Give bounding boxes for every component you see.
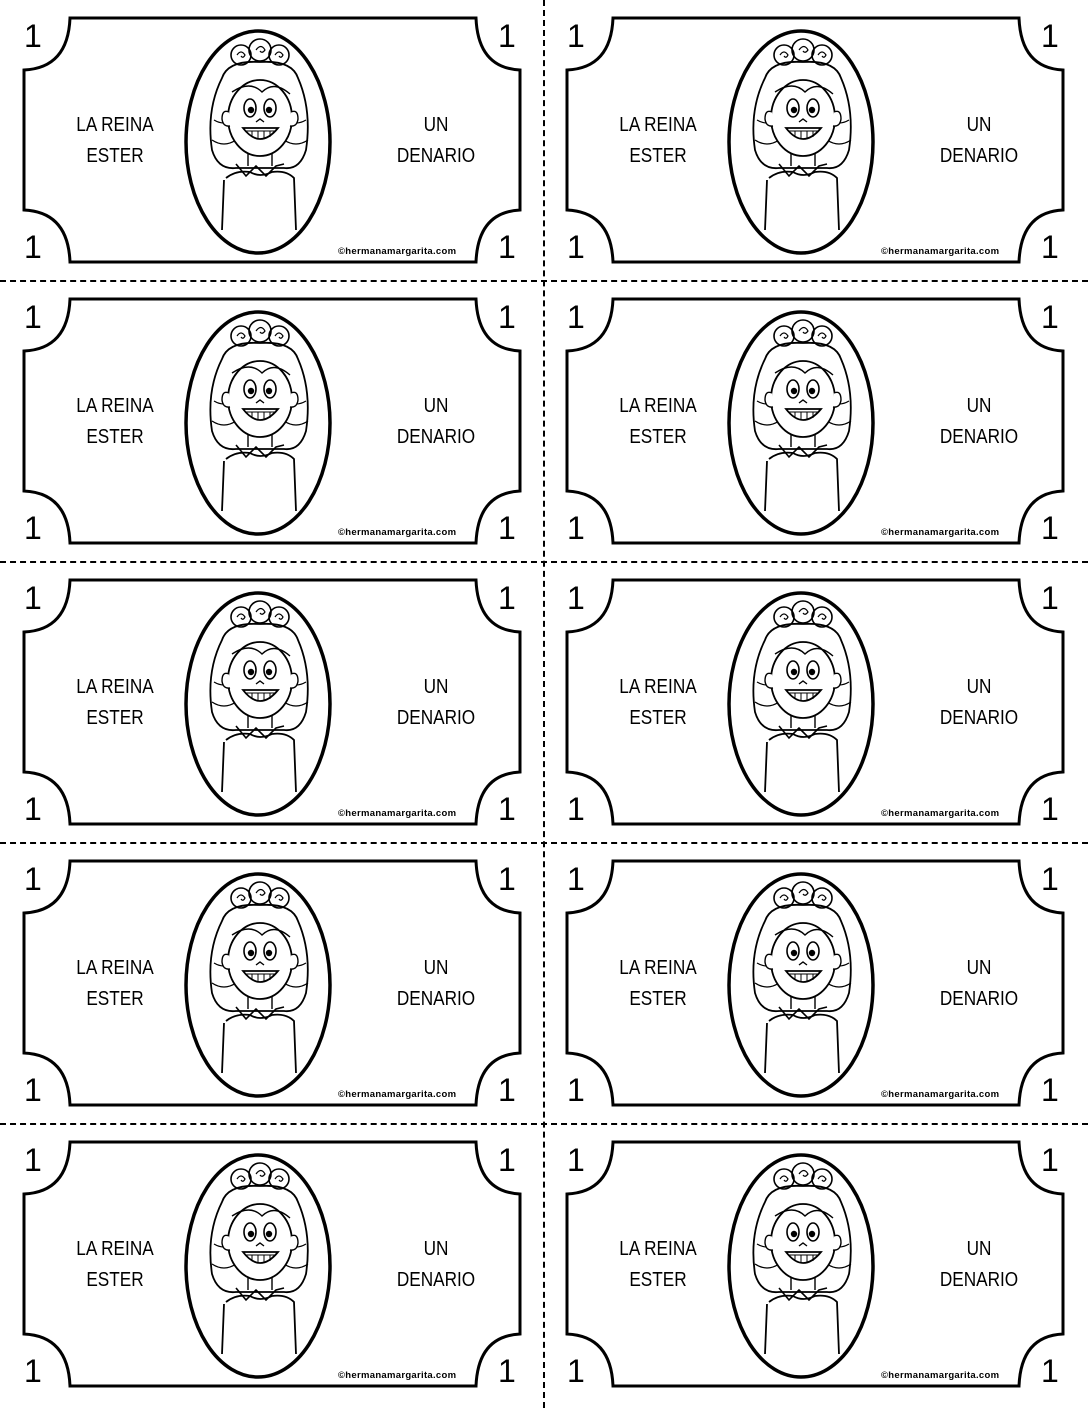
queen-esther-portrait-icon <box>729 31 873 253</box>
copyright-text: ©hermanamargarita.com <box>338 246 457 257</box>
denomination-label-line: UN <box>423 114 449 136</box>
denomination-label-line: DENARIO <box>939 426 1019 448</box>
queen-label-line: ESTER <box>629 426 687 448</box>
queen-label <box>602 110 714 172</box>
queen-esther-portrait-icon <box>729 1155 873 1377</box>
denomination-label-line: DENARIO <box>396 1269 476 1291</box>
bill <box>0 281 544 562</box>
denomination-label <box>380 391 492 453</box>
queen-label <box>59 110 171 172</box>
queen-label <box>602 1234 714 1296</box>
corner-numeral-bottom-right: 1 <box>498 510 516 546</box>
denomination-label-line: UN <box>423 1238 449 1260</box>
queen-label <box>59 1234 171 1296</box>
corner-numeral-bottom-right: 1 <box>1041 510 1059 546</box>
corner-numeral-bottom-left: 1 <box>567 791 585 827</box>
denomination-label-line: DENARIO <box>939 1269 1019 1291</box>
corner-numeral-top-right: 1 <box>1041 299 1059 335</box>
queen-label-line: ESTER <box>629 988 687 1010</box>
queen-label-line: LA REINA <box>76 114 154 136</box>
queen-esther-portrait-icon <box>186 1155 330 1377</box>
queen-label <box>602 391 714 453</box>
queen-label-line: ESTER <box>629 145 687 167</box>
denomination-label-line: DENARIO <box>396 707 476 729</box>
denomination-label <box>380 110 492 172</box>
queen-label-line: ESTER <box>629 1269 687 1291</box>
denomination-label-line: UN <box>966 676 992 698</box>
corner-numeral-top-left: 1 <box>24 580 42 616</box>
queen-label-line: LA REINA <box>76 676 154 698</box>
corner-numeral-top-left: 1 <box>567 299 585 335</box>
copyright-text: ©hermanamargarita.com <box>338 527 457 538</box>
corner-numeral-bottom-left: 1 <box>24 1072 42 1108</box>
copyright-text: ©hermanamargarita.com <box>881 246 1000 257</box>
bill <box>0 562 544 843</box>
queen-label-line: LA REINA <box>76 395 154 417</box>
denomination-label-line: DENARIO <box>939 145 1019 167</box>
denomination-label <box>923 953 1035 1015</box>
corner-numeral-bottom-left: 1 <box>24 229 42 265</box>
corner-numeral-top-right: 1 <box>1041 1142 1059 1178</box>
bill <box>0 1124 544 1405</box>
bill <box>0 843 544 1124</box>
queen-esther-portrait-icon <box>186 593 330 815</box>
corner-numeral-bottom-left: 1 <box>24 791 42 827</box>
denomination-label <box>923 1234 1035 1296</box>
corner-numeral-top-right: 1 <box>1041 580 1059 616</box>
corner-numeral-top-left: 1 <box>567 861 585 897</box>
copyright-text: ©hermanamargarita.com <box>338 1370 457 1381</box>
denomination-label-line: DENARIO <box>396 426 476 448</box>
bill <box>543 843 1087 1124</box>
queen-label-line: LA REINA <box>76 1238 154 1260</box>
denomination-label <box>923 672 1035 734</box>
queen-esther-portrait-icon <box>186 31 330 253</box>
copyright-text: ©hermanamargarita.com <box>338 808 457 819</box>
corner-numeral-top-left: 1 <box>24 299 42 335</box>
corner-numeral-bottom-right: 1 <box>1041 1353 1059 1389</box>
denomination-label-line: DENARIO <box>939 707 1019 729</box>
corner-numeral-bottom-left: 1 <box>567 229 585 265</box>
queen-label <box>59 672 171 734</box>
bill <box>543 1124 1087 1405</box>
queen-label-line: LA REINA <box>619 957 697 979</box>
corner-numeral-top-right: 1 <box>498 299 516 335</box>
denomination-label <box>380 1234 492 1296</box>
denomination-label-line: DENARIO <box>396 145 476 167</box>
queen-label <box>602 953 714 1015</box>
denomination-label-line: DENARIO <box>939 988 1019 1010</box>
corner-numeral-top-right: 1 <box>498 861 516 897</box>
denomination-label-line: DENARIO <box>396 988 476 1010</box>
queen-esther-portrait-icon <box>729 593 873 815</box>
bill <box>543 562 1087 843</box>
denomination-label-line: UN <box>966 395 992 417</box>
corner-numeral-bottom-right: 1 <box>1041 1072 1059 1108</box>
queen-label-line: ESTER <box>86 1269 144 1291</box>
copyright-text: ©hermanamargarita.com <box>881 527 1000 538</box>
bill <box>0 0 544 281</box>
denomination-label <box>923 391 1035 453</box>
corner-numeral-bottom-right: 1 <box>498 229 516 265</box>
queen-label <box>59 953 171 1015</box>
corner-numeral-top-left: 1 <box>24 18 42 54</box>
queen-esther-portrait-icon <box>729 874 873 1096</box>
queen-label-line: LA REINA <box>619 676 697 698</box>
denomination-label-line: UN <box>423 957 449 979</box>
queen-label-line: ESTER <box>86 426 144 448</box>
denomination-label-line: UN <box>966 114 992 136</box>
queen-label-line: LA REINA <box>76 957 154 979</box>
corner-numeral-top-left: 1 <box>567 1142 585 1178</box>
corner-numeral-top-left: 1 <box>567 18 585 54</box>
corner-numeral-bottom-right: 1 <box>498 791 516 827</box>
corner-numeral-top-right: 1 <box>498 1142 516 1178</box>
copyright-text: ©hermanamargarita.com <box>338 1089 457 1100</box>
queen-label-line: ESTER <box>86 988 144 1010</box>
copyright-text: ©hermanamargarita.com <box>881 1089 1000 1100</box>
queen-label <box>602 672 714 734</box>
corner-numeral-top-left: 1 <box>24 861 42 897</box>
queen-esther-portrait-icon <box>186 312 330 534</box>
corner-numeral-bottom-left: 1 <box>24 510 42 546</box>
queen-label-line: LA REINA <box>619 395 697 417</box>
queen-label-line: ESTER <box>629 707 687 729</box>
corner-numeral-top-left: 1 <box>567 580 585 616</box>
corner-numeral-top-right: 1 <box>1041 861 1059 897</box>
denomination-label-line: UN <box>423 676 449 698</box>
queen-label <box>59 391 171 453</box>
denomination-label-line: UN <box>966 957 992 979</box>
corner-numeral-top-left: 1 <box>24 1142 42 1178</box>
queen-label-line: LA REINA <box>619 1238 697 1260</box>
queen-esther-portrait-icon <box>729 312 873 534</box>
bill <box>543 0 1087 281</box>
denomination-label-line: UN <box>966 1238 992 1260</box>
copyright-text: ©hermanamargarita.com <box>881 808 1000 819</box>
corner-numeral-bottom-left: 1 <box>567 1353 585 1389</box>
corner-numeral-bottom-left: 1 <box>567 1072 585 1108</box>
corner-numeral-bottom-right: 1 <box>1041 791 1059 827</box>
denomination-label <box>380 672 492 734</box>
corner-numeral-bottom-left: 1 <box>567 510 585 546</box>
queen-esther-portrait-icon <box>186 874 330 1096</box>
corner-numeral-bottom-left: 1 <box>24 1353 42 1389</box>
queen-label-line: LA REINA <box>619 114 697 136</box>
corner-numeral-bottom-right: 1 <box>498 1353 516 1389</box>
corner-numeral-top-right: 1 <box>498 580 516 616</box>
denomination-label <box>380 953 492 1015</box>
corner-numeral-top-right: 1 <box>1041 18 1059 54</box>
corner-numeral-bottom-right: 1 <box>1041 229 1059 265</box>
copyright-text: ©hermanamargarita.com <box>881 1370 1000 1381</box>
bill <box>543 281 1087 562</box>
denomination-label-line: UN <box>423 395 449 417</box>
corner-numeral-bottom-right: 1 <box>498 1072 516 1108</box>
denomination-label <box>923 110 1035 172</box>
corner-numeral-top-right: 1 <box>498 18 516 54</box>
queen-label-line: ESTER <box>86 145 144 167</box>
queen-label-line: ESTER <box>86 707 144 729</box>
